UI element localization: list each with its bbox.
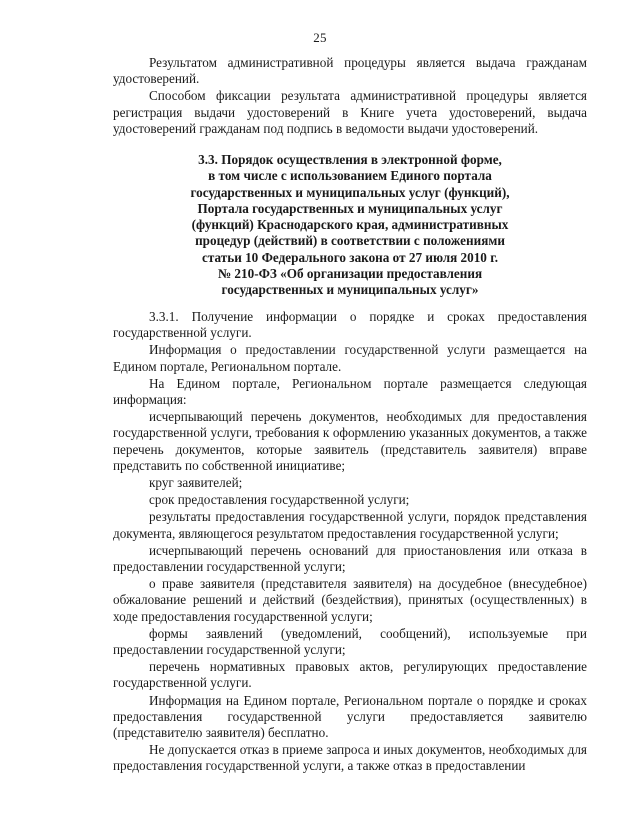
paragraph: Результатом административной процедуры является выдача гражданам удостоверений. xyxy=(113,55,587,87)
main-text-block xyxy=(113,309,587,775)
list-item: исчерпывающий перечень документов, необходимых для предоставления государственной услуги, требования к оформлению указанных документов, а также перечень документов, которые заявитель (представитель заявителя) вправе представить по собственной инициативе; xyxy=(113,409,587,473)
list-item: перечень нормативных правовых актов, регулирующих предоставление государственной услуги. xyxy=(113,659,587,691)
heading-line: № 210-ФЗ «Об организации предоставления xyxy=(217,266,483,282)
heading-line: Портала государственных и муниципальных услуг xyxy=(197,200,503,216)
section-heading xyxy=(140,152,560,299)
list-item: результаты предоставления государственной услуги, порядок представления документа, являющегося результатом предоставления государственной услуги; xyxy=(113,509,587,541)
heading-line: государственных и муниципальных услуг» xyxy=(221,282,479,298)
heading-line: 3.3. Порядок осуществления в электронной форме, xyxy=(198,152,502,167)
paragraph: 3.3.1. Получение информации о порядке и сроках предоставления государственной услуги. xyxy=(113,309,587,341)
list-item: формы заявлений (уведомлений, сообщений), используемые при предоставлении государственной услуги; xyxy=(113,625,587,658)
list-item: срок предоставления государственной услуги; xyxy=(149,492,410,508)
list-item: исчерпывающий перечень оснований для приостановления или отказа в предоставлении государственной услуги; xyxy=(113,542,587,575)
heading-line: в том числе с использованием Единого портала xyxy=(208,168,492,184)
top-text-block xyxy=(113,55,587,137)
heading-line: государственных и муниципальных услуг (функций), xyxy=(190,184,510,200)
page-number: 25 xyxy=(313,30,327,45)
paragraph: Способом фиксации результата административной процедуры является регистрация выдачи удостоверений в Книге учета удостоверений, выдача удостоверений гражданам под подпись в ведомости выдачи удостоверений. xyxy=(113,88,587,136)
paragraph: Не допускается отказ в приеме запроса и иных документов, необходимых для предоставления государственной услуги, а также отказ в предоставлении xyxy=(113,742,587,774)
list-item: круг заявителей; xyxy=(149,475,243,491)
paragraph: На Едином портале, Региональном портале размещается следующая информация: xyxy=(113,375,587,408)
paragraph: Информация о предоставлении государственной услуги размещается на Едином портале, Региональном портале. xyxy=(113,342,587,374)
heading-line: (функций) Краснодарского края, административных xyxy=(191,217,509,233)
heading-line: статьи 10 Федерального закона от 27 июля 2010 г. xyxy=(202,249,498,265)
list-item: о праве заявителя (представителя заявителя) на досудебное (внесудебное) обжалование решений и действий (бездействия), принятых (осуществленных) в ходе предоставления государственной услуги; xyxy=(113,576,587,624)
heading-line: процедур (действий) в соответствии с положениями xyxy=(195,233,505,249)
paragraph: Информация на Едином портале, Региональном портале о порядке и сроках предоставления государственной услуги предоставляется заявителю (представителю заявителя) бесплатно. xyxy=(113,692,587,741)
